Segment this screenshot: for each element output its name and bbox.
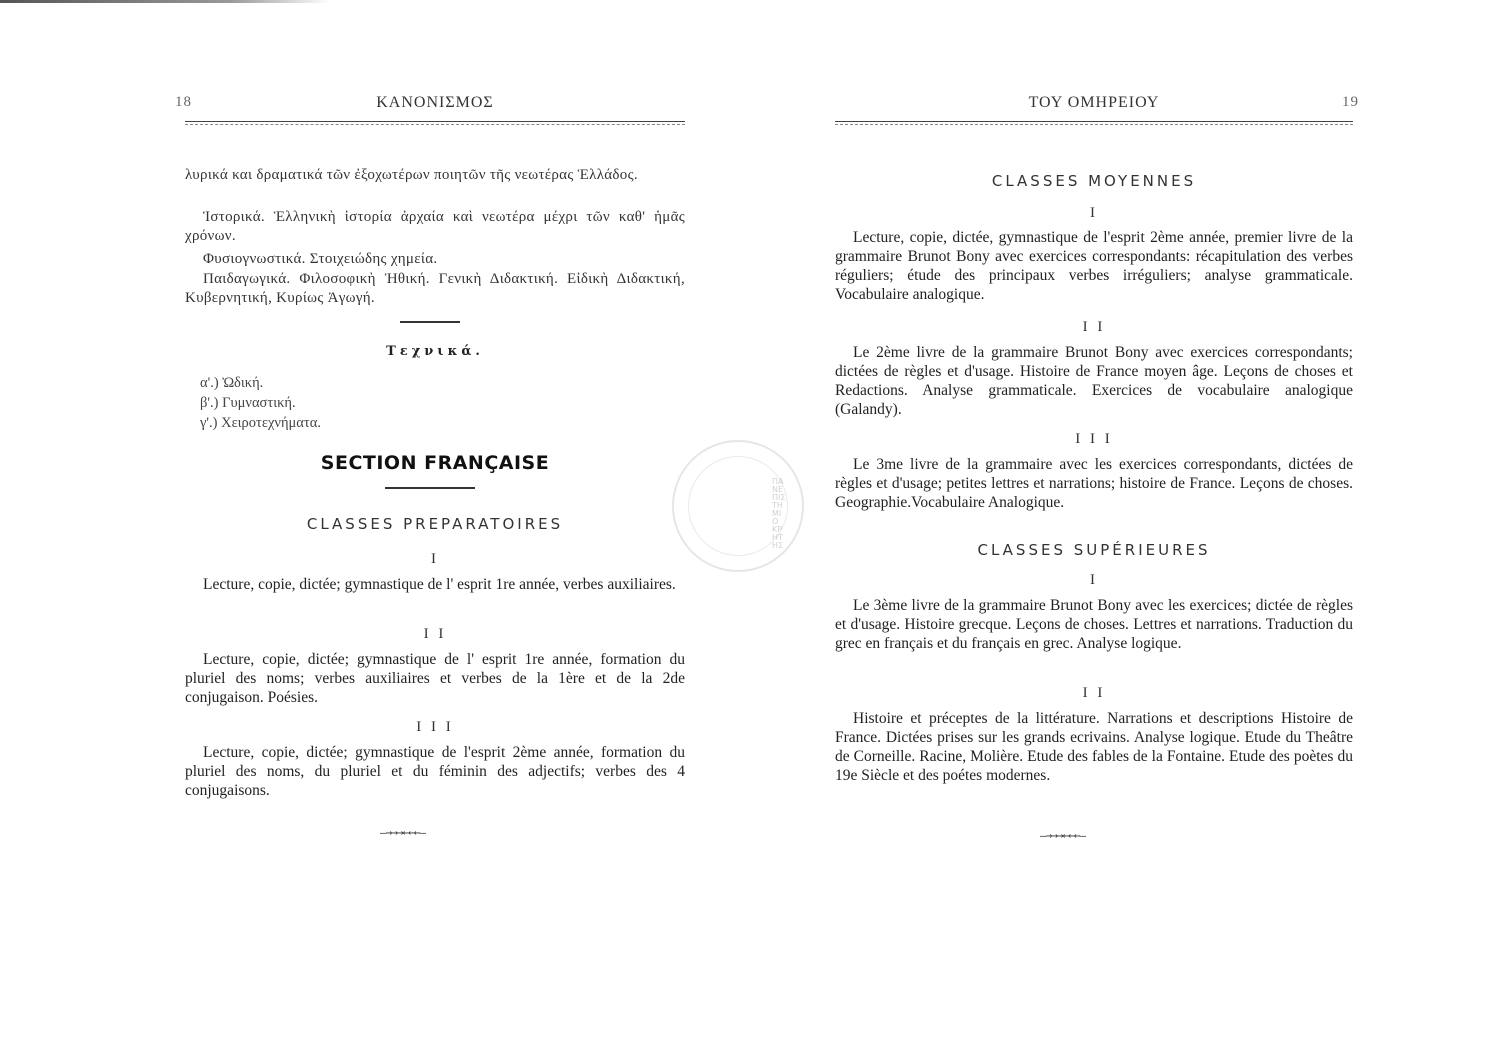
level-text: Le 3ème livre de la grammaire Brunot Bony avec les exercices; dictée de règles et d'usage. Histoire grecque. Leçons de choses. Lettres et narrations. Traduction du grec en français et du français en grec. Analyse logique. xyxy=(835,597,1353,652)
divider xyxy=(385,487,475,489)
list-item: β'.) Γυμναστική. xyxy=(200,395,296,411)
class-title: CLASSES MOYENNES xyxy=(991,172,1197,190)
level-numeral: I I I xyxy=(1075,431,1113,447)
right-page-number: 19 xyxy=(1342,94,1359,110)
right-page-header xyxy=(835,94,1359,116)
list-item: α'.) Ὠδική. xyxy=(200,375,264,391)
watermark-text: ΠΑΝΕΠΙΣΤΗΜΙΟ ΚΡΗΤΗΣ xyxy=(772,477,786,550)
greek-paragraph: λυρικά και δραματικά τῶν ἐξοχωτέρων ποιητῶν τῆς νεωτέρας Ἑλλάδος. xyxy=(185,167,638,183)
ornament: —→→→←←←— xyxy=(380,826,425,839)
level-numeral: I I xyxy=(1082,319,1106,335)
level-numeral: I xyxy=(1090,572,1098,588)
greek-paragraph: Φυσιογνωστικά. Στοιχειώδης χημεία. xyxy=(203,251,438,267)
left-running-title: ΚΑΝΟΝΙΣΜΟΣ xyxy=(376,94,494,111)
right-running-title: ΤΟΥ ΟΜΗΡΕΙΟΥ xyxy=(1028,94,1160,111)
level-numeral: I xyxy=(1090,205,1098,221)
level-text: Le 2ème livre de la grammaire Brunot Bony avec exercices correspondants; dictées de règles et d'usage. Histoire de France moyen âge. Leçons de choses et Redactions. Analyse grammaticale. Exercices de vocabulaire analogique (Galandy). xyxy=(835,344,1353,418)
left-page-header xyxy=(175,94,685,116)
list-item: γ'.) Χειροτεχνήματα. xyxy=(200,415,321,431)
level-text: Lecture, copie, dictée; gymnastique de l'esprit 2ème année, formation du pluriel des noms, du pluriel et du féminin des adjectifs; verbes des 4 conjugaisons. xyxy=(185,744,685,799)
level-numeral: I I xyxy=(1082,685,1106,701)
level-numeral: I xyxy=(431,551,439,567)
techn-title: Τεχνικά. xyxy=(386,344,484,359)
left-header-rule xyxy=(185,121,685,125)
level-numeral: I I I xyxy=(416,719,454,735)
greek-paragraph: Παιδαγωγικά. Φιλοσοφικὴ Ἠθική. Γενικὴ Διδακτική. Εἰδικὴ Διδακτική, Κυβερνητική, Κυρίως Ἀγωγή. xyxy=(185,271,685,306)
section-title: SECTION FRANÇAISE xyxy=(320,452,550,474)
level-text: Lecture, copie, dictée; gymnastique de l' esprit 1re année, verbes auxiliaires. xyxy=(203,576,676,593)
left-page-number: 18 xyxy=(175,94,192,110)
class-title: CLASSES PREPARATOIRES xyxy=(306,515,564,533)
right-header-rule xyxy=(835,121,1353,125)
level-text: Lecture, copie, dictée; gymnastique de l' esprit 1re année, formation du pluriel des noms; verbes auxiliaires et verbes de la 1ère et de la 2de conjugaison. Poésies. xyxy=(185,651,685,706)
ornament: —→→→←←←— xyxy=(1040,829,1085,842)
level-text: Lecture, copie, dictée, gymnastique de l'esprit 2ème année, premier livre de la grammaire Brunot Bony avec exercices correspondants: récapitulation des verbes réguliers; étude des principaux verbes irréguliers; analyse grammaticale. Vocabulaire analogique. xyxy=(835,229,1353,303)
class-title: CLASSES SUPÉRIEURES xyxy=(977,541,1211,559)
divider xyxy=(400,321,460,323)
greek-paragraph: Ἱστορικά. Ἑλληνικὴ ἱστορία ἀρχαία καὶ νεωτέρα μέχρι τῶν καθ' ἡμᾶς χρόνων. xyxy=(185,209,685,244)
level-text: Histoire et préceptes de la littérature. Narrations et descriptions Histoire de France. Dictées prises sur les grands ecrivains. Analyse logique. Etude du Theâtre de Corneille. Racine, Molière. Etude des fables de la Fontaine. Etude des poètes du 19e Siècle et des poétes modernes. xyxy=(835,710,1353,784)
level-text: Le 3me livre de la grammaire avec les exercices correspondants, dictées de règles et d'usage; petites lettres et narrations; histoire de France. Leçons de choses. Geographie.Vocabulaire Analogique. xyxy=(835,456,1353,511)
level-numeral: I I xyxy=(423,626,447,642)
scan-edge-mark xyxy=(0,0,330,3)
techn-list xyxy=(200,373,321,433)
